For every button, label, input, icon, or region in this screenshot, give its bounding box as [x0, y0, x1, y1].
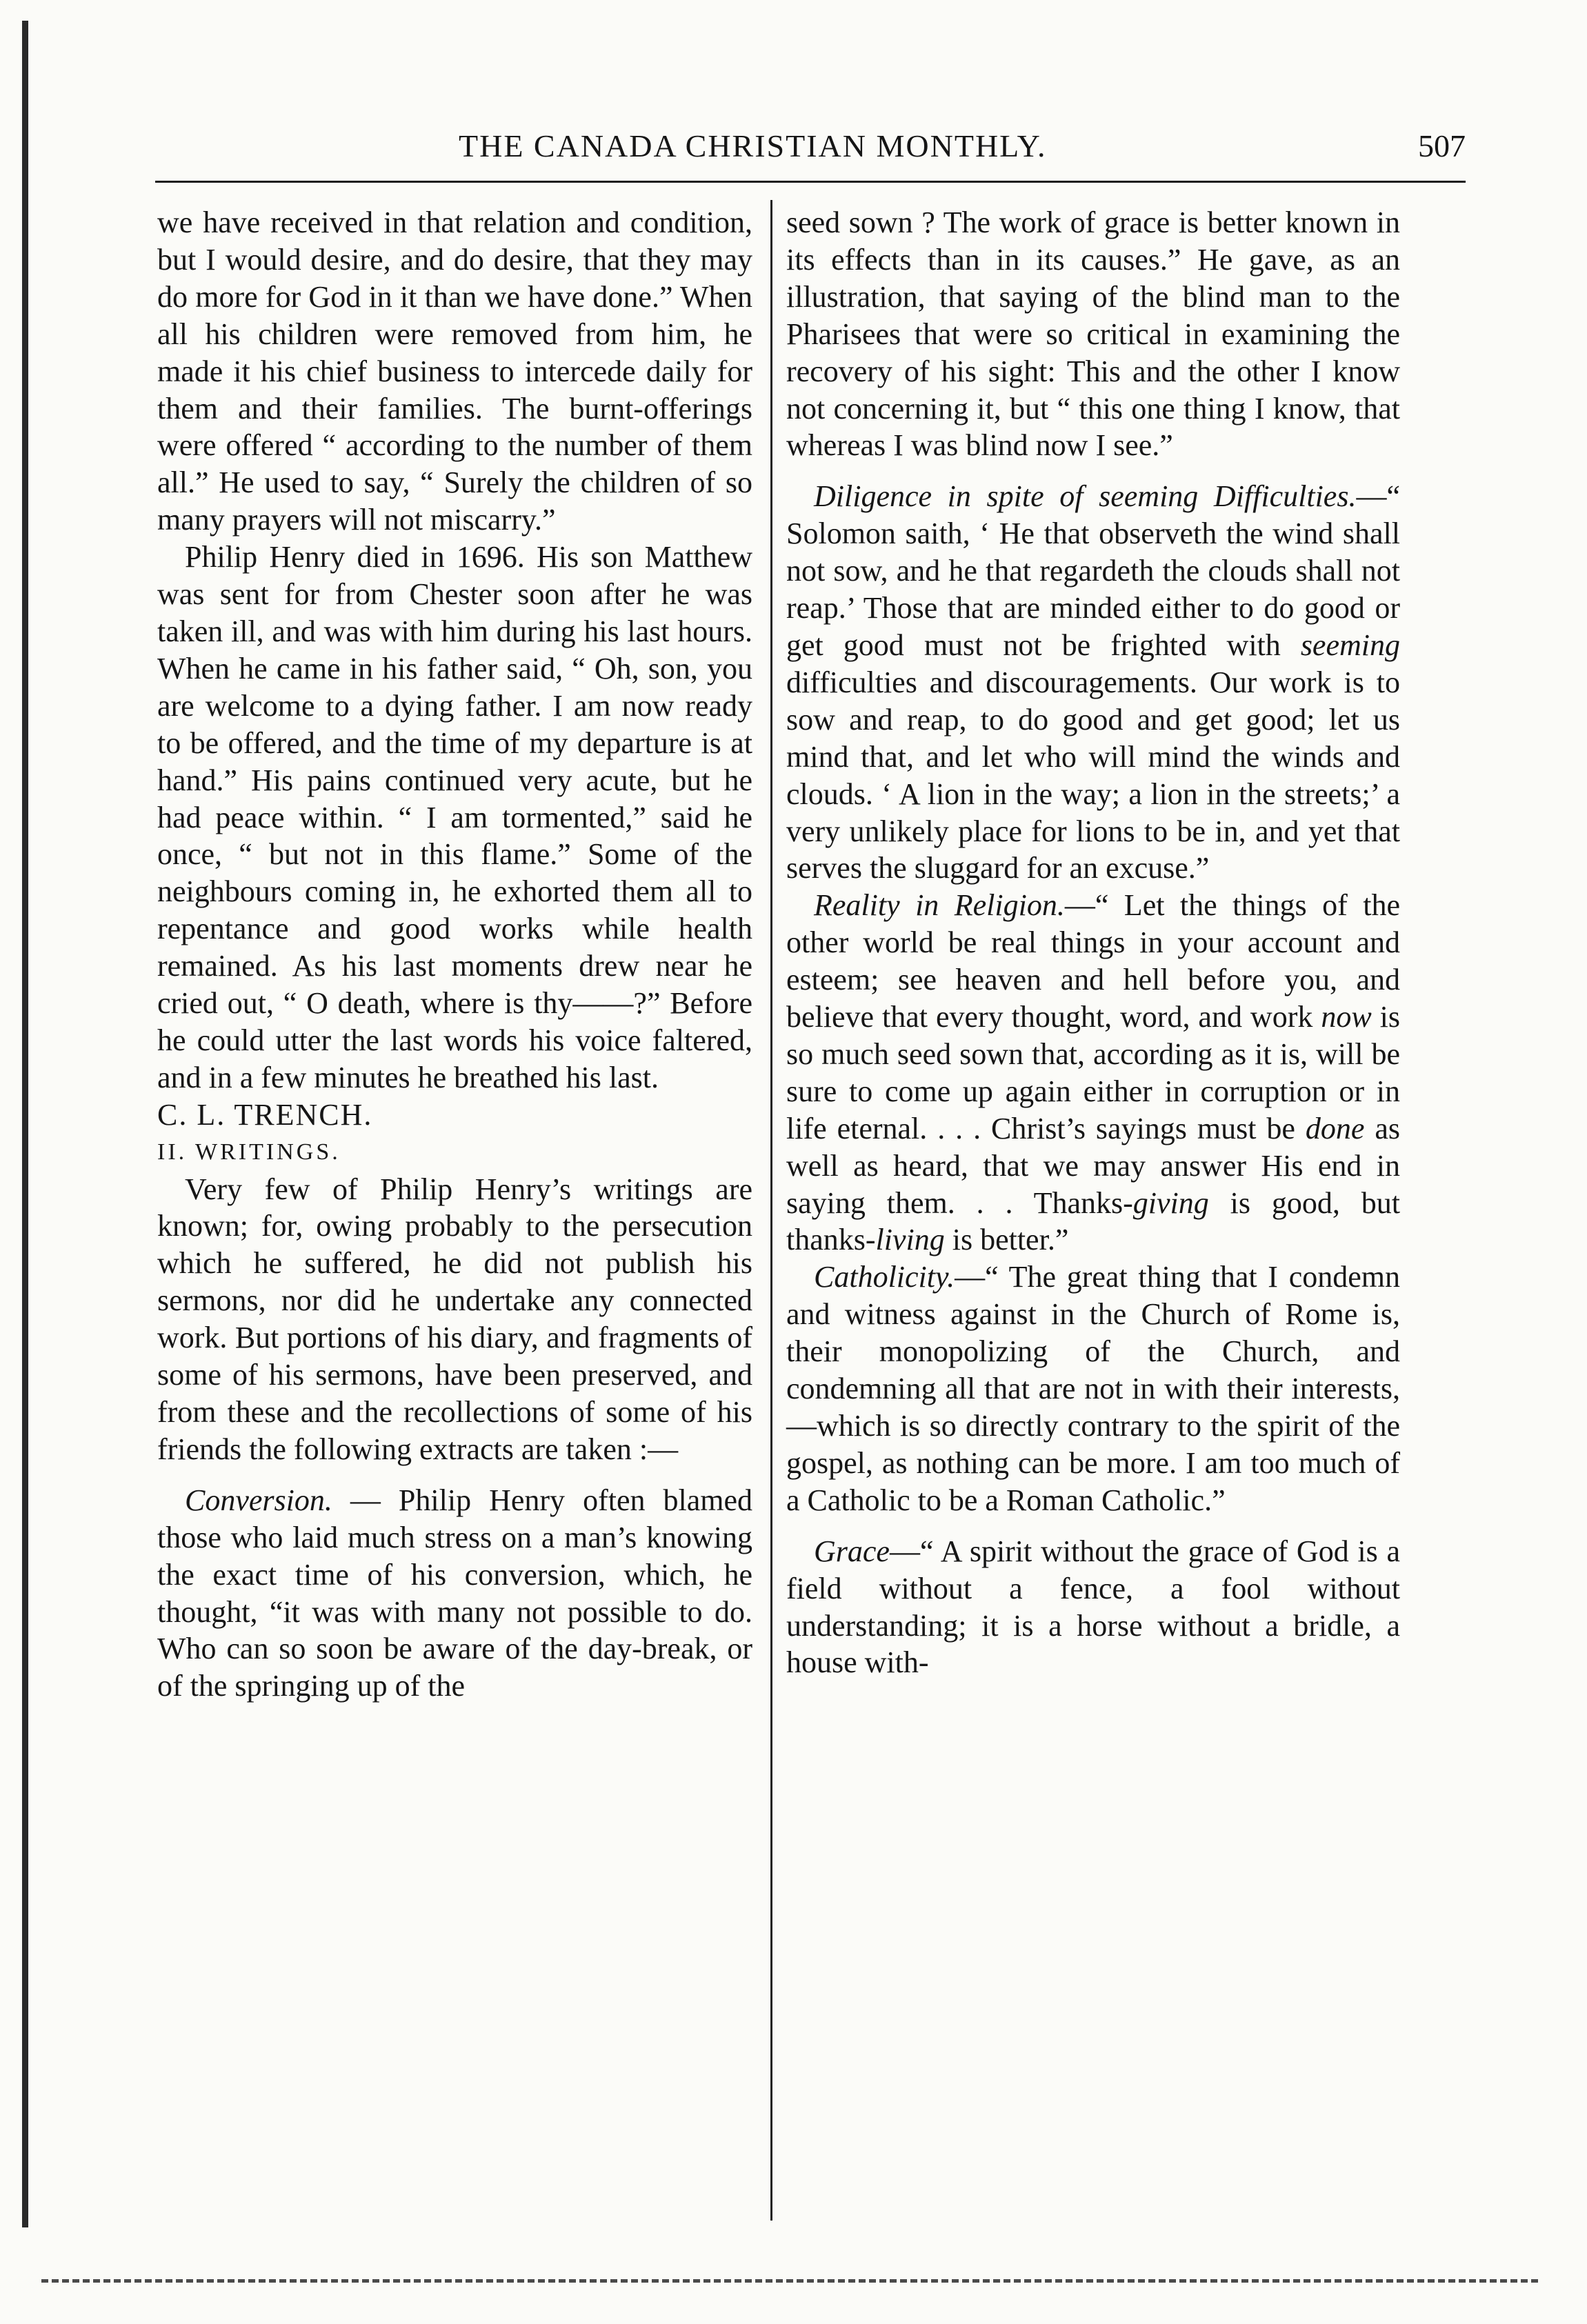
paragraph-text: is better.”: [944, 1223, 1069, 1257]
paragraph-catholicity: [786, 1259, 1400, 1519]
paragraph-diligence: [786, 478, 1400, 887]
emphasis: living: [875, 1223, 945, 1257]
paragraph: Very few of Philip Henry’s writings are known; for, owing probably to the persecution which he suffered, he did not publish his sermons, nor did he undertake any connected work. But portions of his diary, and fragments of some of his sermons, have been preserved, and from these and the recollections of some of his friends the following extracts are taken :—: [157, 1172, 752, 1466]
subheading-conversion: Conversion.: [185, 1483, 332, 1517]
subheading-reality: Reality in Religion.: [814, 888, 1065, 923]
subheading-catholicity: Catholicity.: [814, 1260, 955, 1294]
paragraph-text: —“ Solomon saith, ‘ He that observeth the wind shall not sow, and he that regardeth the clouds shall not reap.’ Those that are minded either to do good or get good must not be frighted with: [786, 479, 1400, 662]
binding-edge-rule: [22, 21, 28, 2227]
paragraph-conversion: [157, 1482, 752, 1705]
subheading-grace: Grace: [814, 1534, 890, 1568]
paragraph-text: as well as heard, that we may answer His end in saying them. . . Thanks-: [786, 1111, 1401, 1220]
paragraph-grace: [786, 1533, 1400, 1682]
paragraph: seed sown ? The work of grace is better known in its effects than in its causes.” He gave, as an illustration, that saying of the blind man to the Pharisees that were so critical in examining the recovery of his sight: This and the other I know not concerning it, but “ this one thing I know, that whereas I was blind now I see.”: [786, 206, 1400, 463]
paragraph: Philip Henry died in 1696. His son Matthew was sent for from Chester soon after he was taken ill, and was with him during his last hours. When he came in his father said, “ Oh, son, you are welcome to a dying father. I am now ready to be offered, and the time of my departure is at hand.” His pains continued very acute, but he had peace within. “ I am tormented,” said he once, “ but not in this flame.” Some of the neighbours coming in, he exhorted them all to repentance and good works while health remained. As his last moments drew near he cried out, “ O death, where is thy——?” Before he could utter the last words his voice faltered, and in a few minutes he breathed his last.: [157, 540, 752, 1094]
paragraph-text: — Philip Henry often blamed those who laid much stress on a man’s knowing the exact time of his conversion, which, he thought, “it was with many not possible to do. Who can so soon be aware of the day-break, or of the springing up of the: [157, 1483, 752, 1703]
right-column: [786, 204, 1400, 1681]
paragraph-text: is good, but thanks-: [786, 1185, 1400, 1257]
page-number: 507: [1418, 128, 1466, 163]
left-column: [157, 204, 752, 1705]
paragraph: we have received in that relation and condition, but I would desire, and do desire, that they may do more for God in it than we have done.” When all his children were removed from him, he made it his chief business to intercede daily for them and their families. The burnt-offerings were offered “ according to the number of them all.” He used to say, “ Surely the children of so many prayers will not miscarry.”: [157, 206, 752, 537]
emphasis: seeming: [1300, 628, 1400, 662]
emphasis: now: [1321, 1000, 1372, 1034]
emphasis: done: [1305, 1111, 1365, 1145]
section-heading: II. WRITINGS.: [157, 1139, 341, 1165]
paragraph-text: —“ Let the things of the other world be real things in your account and esteem; see heaven and hell before you, and believe that every thought, word, and work: [786, 888, 1400, 1034]
paragraph-text: is so much seed sown that, according as it is, will be sure to come up again either in corruption or in life eternal. . . . Christ’s sayings must be: [786, 1000, 1400, 1145]
emphasis: giving: [1132, 1185, 1209, 1220]
running-head: [155, 128, 1466, 169]
header-rule: [155, 181, 1466, 183]
paragraph-text: —“ A spirit without the grace of God is a field without a fence, a fool without understanding; it is a horse without a bridle, a house with-: [786, 1534, 1400, 1680]
journal-title: THE CANADA CHRISTIAN MONTHLY.: [459, 128, 1047, 163]
column-divider: [770, 200, 772, 2221]
author-signature: C. L. TRENCH.: [157, 1097, 373, 1132]
paragraph-text: —“ The great thing that I condemn and witness against in the Church of Rome is, their monopolizing of the Church, and condemning all that are not in with their interests,—which is so directly contrary to the spirit of the gospel, as nothing can be more. I am too much of a Catholic to be a Roman Catholic.”: [786, 1260, 1400, 1517]
subheading-diligence: Diligence in spite of seeming Difficulties.: [814, 479, 1357, 514]
paragraph-reality: [786, 887, 1400, 1259]
bottom-rule: [41, 2279, 1538, 2283]
paragraph-text: difficulties and discouragements. Our work is to sow and reap, to do good and get good; let us mind that, and let who will mind the winds and clouds. ‘ A lion in the way; a lion in the streets;’ a very unlikely place for lions to be in, and yet that serves the sluggard for an excuse.”: [786, 665, 1400, 885]
